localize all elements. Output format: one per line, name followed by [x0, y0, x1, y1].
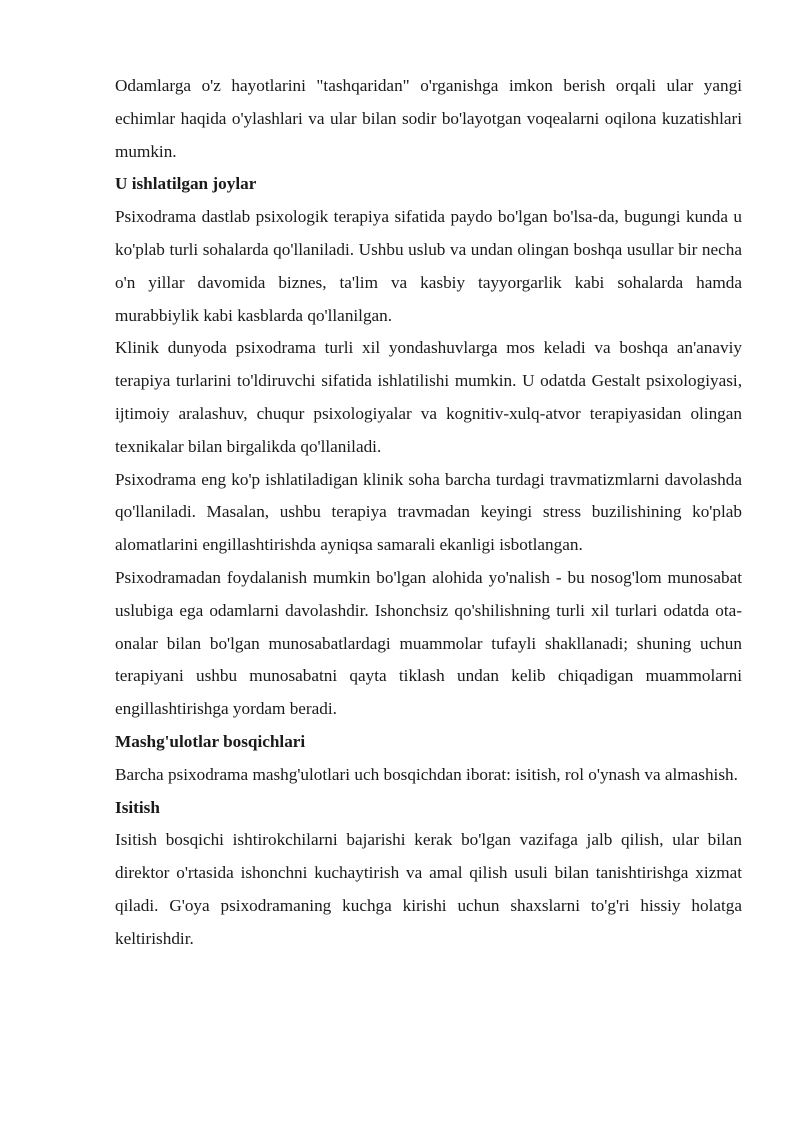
paragraph-attachment: Psixodramadan foydalanish mumkin bo'lgan alohida yo'nalish - bu nosog'lom munosabat uslubiga ega odamlarni davolashdir. Ishonchsiz qo'shilishning turli xil turlari odatda ota-onalar bilan bo'lgan munosabatlardagi muammolar tufayli shakllanadi; shuning uchun terapiyani ushbu munosabatni qayta tiklash undan kelib chiqadigan muammolarni engillashtirishga yordam beradi. — [115, 567, 742, 719]
document-page — [115, 70, 742, 956]
paragraph-stages-summary: Barcha psixodrama mashg'ulotlari uch bosqichdan iborat: isitish, rol o'ynash va almashish. — [115, 764, 738, 784]
heading-warmup: Isitish — [115, 797, 160, 817]
paragraph-trauma: Psixodrama eng ko'p ishlatiladigan klinik soha barcha turdagi travmatizmlarni davolashda qo'llaniladi. Masalan, ushbu terapiya travmadan keyingi stress buzilishining ko'plab alomatlarini engillashtirishda ayniqsa samarali ekanligi isbotlangan. — [115, 469, 742, 555]
paragraph-warmup: Isitish bosqichi ishtirokchilarni bajarishi kerak bo'lgan vazifaga jalb qilish, ular bilan direktor o'rtasida ishonchni kuchaytirish va amal qilish usuli bilan tanishtirishga xizmat qiladi. G'oya psixodramaning kuchga kirishi uchun shaxslarni to'g'ri hissiy holatga keltirishdir. — [115, 830, 742, 948]
heading-usage-areas: U ishlatilgan joylar — [115, 174, 257, 194]
heading-session-stages: Mashg'ulotlar bosqichlari — [115, 731, 306, 751]
paragraph-usage-origin: Psixodrama dastlab psixologik terapiya sifatida paydo bo'lgan bo'lsa-da, bugungi kunda u ko'plab turli sohalarda qo'llaniladi. Ushbu uslub va undan olingan boshqa usullar bir necha o'n yillar davomida biznes, ta'lim va kasbiy tayyorgarlik kabi sohalarda hamda murabbiylik kabi kasblarda qo'llanilgan. — [115, 207, 742, 325]
paragraph-intro: Odamlarga o'z hayotlarini "tashqaridan" o'rganishga imkon berish orqali ular yangi echimlar haqida o'ylashlari va ular bilan sodir bo'layotgan voqealarni oqilona kuzatishlari mumkin. — [115, 76, 742, 161]
paragraph-clinical-world: Klinik dunyoda psixodrama turli xil yondashuvlarga mos keladi va boshqa an'anaviy terapiya turlarini to'ldiruvchi sifatida ishlatilishi mumkin. U odatda Gestalt psixologiyasi, ijtimoiy aralashuv, chuqur psixologiyalar va kognitiv-xulq-atvor terapiyasidan olingan texnikalar bilan birgalikda qo'llaniladi. — [115, 338, 742, 456]
